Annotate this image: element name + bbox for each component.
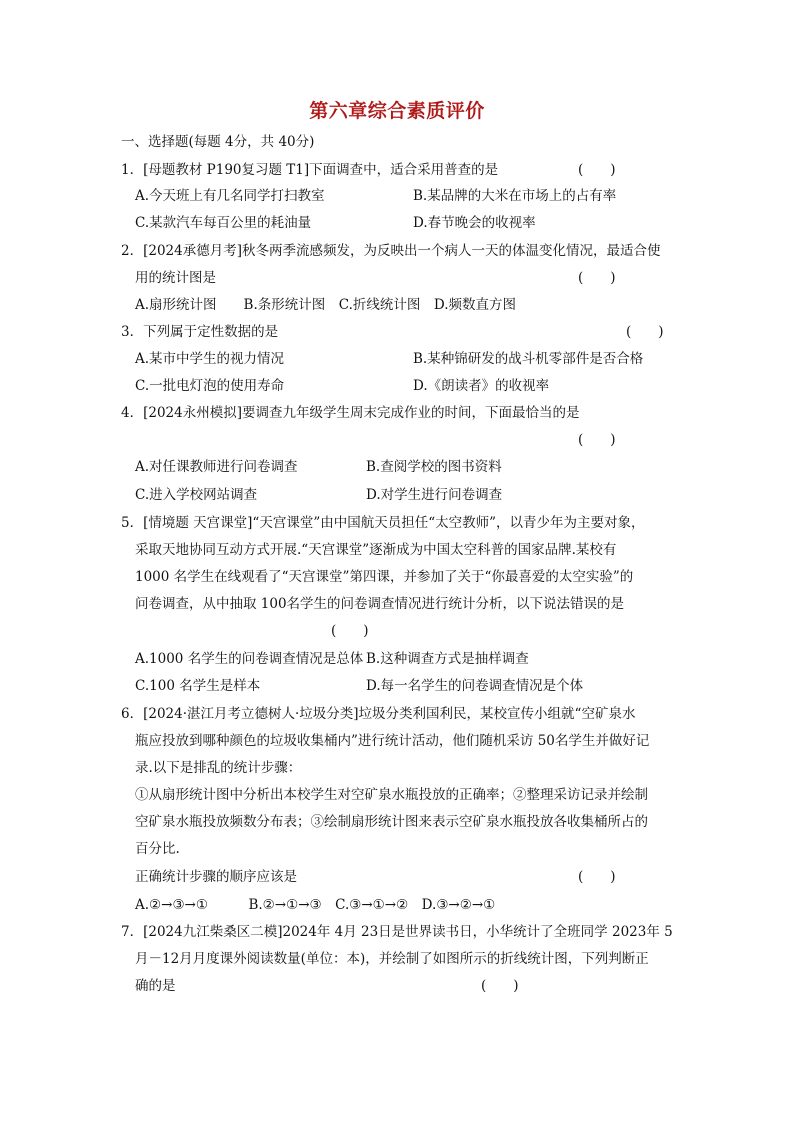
question-6-stem-line-2: 瓶应投放到哪种颜色的垃圾收集桶内”进行统计活动，他们随机采访 50名学生并做好记: [135, 733, 650, 749]
section-heading: 一、选择题(每题 4分，共 40分): [121, 134, 315, 150]
question-1-answer-blank: ( ): [578, 162, 616, 178]
question-7-stem-line-1: 7．[2024九江柴桑区二模]2024年 4月 23日是世界读书日，小华统计了全班同学 2023年 5: [121, 924, 673, 940]
question-6-answer-blank: ( ): [578, 869, 616, 885]
question-4-option-a: A.对任课教师进行问卷调查: [135, 459, 298, 475]
question-5-answer-blank: ( ): [331, 623, 369, 639]
question-1-stem: 1．[母题教材 P190复习题 T1]下面调查中，适合采用普查的是: [121, 162, 499, 178]
question-7-answer-blank: ( ): [481, 978, 519, 994]
question-4-stem: 4．[2024永州模拟]要调查九年级学生周末完成作业的时间，下面最恰当的是: [121, 405, 580, 421]
question-5-stem-line-3: 1000 名学生在线观看了“天宫课堂”第四课，并参加了关于“你最喜爱的太空实验”的: [135, 569, 634, 585]
question-5-option-b: B.这种调查方式是抽样调查: [366, 651, 529, 667]
question-6-options: A.②→③→① B.②→①→③ C.③→①→② D.③→②→①: [135, 897, 496, 913]
question-5-stem-line-1: 5．[情境题 天宫课堂]“天宫课堂”由中国航天员担任“太空教师”，以青少年为主要对象，: [121, 515, 645, 531]
question-5-stem-line-4: 问卷调查，从中抽取 100名学生的问卷调查情况进行统计分析，以下说法错误的是: [135, 596, 625, 612]
question-3-option-d: D.《朗读者》的收视率: [413, 378, 550, 394]
question-6-stem-line-3: 录.以下是排乱的统计步骤：: [135, 760, 302, 776]
question-6-stem-line-6: 百分比.: [135, 841, 180, 857]
question-6-stem-line-4: ①从扇形统计图中分析出本校学生对空矿泉水瓶投放的正确率；②整理采访记录并绘制: [135, 787, 648, 803]
question-3-stem: 3．下列属于定性数据的是: [121, 324, 279, 340]
question-2-answer-blank: ( ): [578, 270, 616, 286]
question-2-options: A.扇形统计图 B.条形统计图 C.折线统计图 D.频数直方图: [135, 297, 517, 313]
question-2-stem-line-2: 用的统计图是: [135, 270, 216, 286]
page-title: 第六章综合素质评价: [309, 100, 485, 122]
question-1-option-d: D.春节晚会的收视率: [413, 215, 536, 231]
question-3-option-a: A.某市中学生的视力情况: [135, 351, 285, 367]
question-4-answer-blank: ( ): [578, 432, 616, 448]
question-6-stem-line-5: 空矿泉水瓶投放频数分布表；③绘制扇形统计图来表示空矿泉水瓶投放各收集桶所占的: [135, 814, 648, 830]
question-5-stem-line-2: 采取天地协同互动方式开展.“天宫课堂”逐渐成为中国太空科普的国家品牌.某校有: [135, 542, 617, 558]
question-4-option-c: C.进入学校网站调查: [135, 487, 258, 503]
question-1-option-c: C.某款汽车每百公里的耗油量: [135, 215, 312, 231]
question-6-stem-line-7: 正确统计步骤的顺序应该是: [135, 869, 297, 885]
question-1-option-a: A.今天班上有几名同学打扫教室: [135, 188, 325, 204]
question-4-option-b: B.查阅学校的图书资料: [366, 459, 502, 475]
question-7-stem-line-3: 确的是: [135, 978, 176, 994]
question-6-stem-line-1: 6．[2024·湛江月考立德树人·垃圾分类]垃圾分类利国利民，某校宣传小组就“空矿泉水: [121, 706, 636, 722]
question-3-option-b: B.某种锦研发的战斗机零部件是否合格: [413, 351, 644, 367]
question-5-option-d: D.每一名学生的问卷调查情况是个体: [366, 678, 584, 694]
question-5-option-a: A.1000 名学生的问卷调查情况是总体: [135, 651, 364, 667]
question-2-stem-line-1: 2．[2024承德月考]秋冬两季流感频发，为反映出一个病人一天的体温变化情况，最适合使: [121, 243, 661, 259]
question-3-answer-blank: ( ): [626, 324, 664, 340]
question-5-option-c: C.100 名学生是样本: [135, 678, 261, 694]
question-3-option-c: C.一批电灯泡的使用寿命: [135, 378, 285, 394]
question-4-option-d: D.对学生进行问卷调查: [366, 487, 503, 503]
question-1-option-b: B.某品牌的大米在市场上的占有率: [413, 188, 617, 204]
question-7-stem-line-2: 月－12月月度课外阅读数量(单位：本)，并绘制了如图所示的折线统计图，下列判断正: [135, 951, 649, 967]
